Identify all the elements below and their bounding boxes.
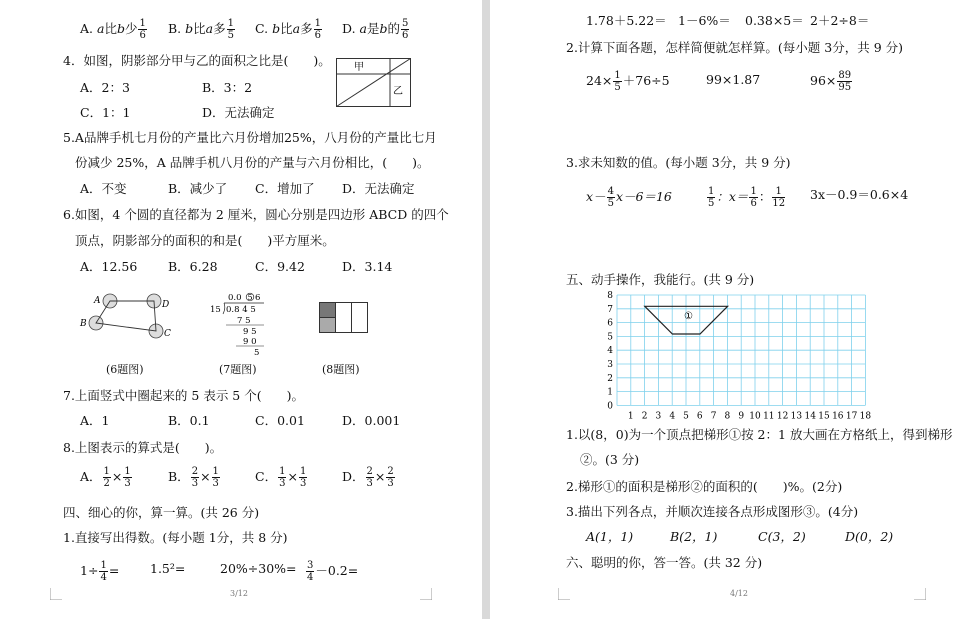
row1-calc-2: 1－6%＝ <box>678 13 731 28</box>
q8-option-d: D． $\frac{2}{3}$ × $\frac{2}{3}$ <box>342 466 394 489</box>
fig8-caption: (8题图) <box>322 363 360 376</box>
q8-option-b: B． $\frac{2}{3}$ × $\frac{1}{3}$ <box>168 466 219 489</box>
coordinate-grid <box>606 288 876 420</box>
y-tick-label: 0 <box>607 401 613 412</box>
step2: 9 5 <box>243 327 257 337</box>
x-tick-label: 4 <box>669 411 676 420</box>
q6-option-a: A．12.56 <box>80 259 138 274</box>
fig6-quadrilateral <box>76 290 182 348</box>
crop-mark <box>914 588 926 600</box>
q7-option-c: C．0.01 <box>255 413 305 428</box>
section4-sub1: 1.直接写出得数。(每小题 1分，共 8 分) <box>63 530 288 545</box>
q7-text: 7.上面竖式中圈起来的 5 表示 5 个( )。 <box>63 388 304 403</box>
row1-calc-4: 2＋2÷8＝ <box>810 13 870 28</box>
q6-option-c: C．9.42 <box>255 259 305 274</box>
q2-expr-1: 24× $\frac{1}{5}$ ＋76÷5 <box>586 70 670 93</box>
q2-expr-2: 99×1.87 <box>706 72 761 87</box>
q5-line1: 5.A品牌手机七月份的产量比六月份增加25%，八月份的产量比七月 <box>63 130 437 145</box>
q5-option-b: B．减少了 <box>168 181 228 196</box>
x-tick-label: 15 <box>818 411 830 420</box>
y-tick-label: 2 <box>607 373 613 384</box>
point-c-label: C <box>164 329 171 339</box>
q3-option-c: C. b比a多 $\frac{1}{6}$ <box>255 18 321 41</box>
q4-option-c: C．1：1 <box>80 105 131 120</box>
q4-option-a: A．2：3 <box>80 80 130 95</box>
y-tick-label: 1 <box>607 387 613 398</box>
q3-option-b: B. b比a多 $\frac{1}{5}$ <box>168 18 235 41</box>
q5-option-a: A．不变 <box>80 181 127 196</box>
q3-eq-3: 3x－0.9＝0.6×4 <box>810 187 909 202</box>
fig-label-jia: 甲 <box>354 62 364 73</box>
q3-eq-1: x－ $\frac{4}{5}$ x－6＝16 <box>586 186 672 209</box>
fig8-fraction-rect <box>319 302 369 334</box>
q7-option-b: B．0.1 <box>168 413 210 428</box>
dividend: 0.8 4 5 <box>226 305 256 315</box>
quotient-last: 6 <box>255 293 261 303</box>
q6-option-d: D．3.14 <box>342 259 393 274</box>
section6-title: 六、聪明的你，答一答。(共 32 分) <box>566 555 763 570</box>
point-d-label: D <box>162 300 170 310</box>
q6-line1: 6.如图，4 个圆的直径都为 2 厘米，圆心分别是四边形 ABCD 的四个 <box>63 207 449 222</box>
q2-expr-3: 96× $\frac{89}{95}$ <box>810 70 852 93</box>
q5-option-d: D．无法确定 <box>342 181 415 196</box>
q8-option-c: C． $\frac{1}{3}$ × $\frac{1}{3}$ <box>255 466 307 489</box>
section5-title: 五、动手操作，我能行。(共 9 分) <box>566 272 755 287</box>
point-a-label: A <box>94 296 101 306</box>
q7-option-a: A．1 <box>80 413 110 428</box>
page-number: 4/12 <box>730 589 748 598</box>
x-tick-label: 3 <box>655 411 662 420</box>
q7-option-d: D．0.001 <box>342 413 401 428</box>
y-tick-label: 4 <box>607 346 613 357</box>
point-b-label: B <box>80 319 87 329</box>
x-tick-label: 7 <box>710 411 717 420</box>
q3-title: 3.求未知数的值。(每小题 3分，共 9 分) <box>566 155 791 170</box>
y-tick-label: 5 <box>607 332 613 343</box>
fig7-caption: (7题图) <box>219 363 257 376</box>
point-d: D(0，2) <box>845 529 894 544</box>
x-tick-label: 1 <box>627 411 634 420</box>
q4-text: 4．如图，阴影部分甲与乙的面积之比是( )。 <box>63 53 331 68</box>
x-tick-label: 17 <box>845 411 858 420</box>
y-tick-label: 3 <box>607 360 613 370</box>
x-tick-label: 8 <box>724 411 731 420</box>
q5-item2: 2.梯形①的面积是梯形②的面积的( )%。(2分) <box>566 479 843 494</box>
q5-item3: 3.描出下列各点，并顺次连接各点形成图形③。(4分) <box>566 504 859 519</box>
x-tick-label: 13 <box>790 411 803 420</box>
q8-text: 8.上图表示的算式是( )。 <box>63 440 223 455</box>
page-number: 3/12 <box>230 589 248 598</box>
x-tick-label: 16 <box>832 411 844 420</box>
q4-option-d: D．无法确定 <box>202 105 275 120</box>
q4-figure <box>336 58 412 108</box>
step1: 7 5 <box>237 316 251 326</box>
q8-option-a: A． $\frac{1}{2}$ × $\frac{1}{3}$ <box>80 466 131 489</box>
q5-line2: 份减少 25%，A 品牌手机八月份的产量与六月份相比，( )。 <box>75 155 430 170</box>
x-tick-label: 10 <box>749 411 761 420</box>
fig7-long-division <box>206 290 270 360</box>
x-tick-label: 12 <box>776 411 789 420</box>
x-tick-label: 9 <box>738 411 745 420</box>
page-4 <box>490 0 959 619</box>
crop-mark <box>420 588 432 600</box>
q4-option-b: B．3：2 <box>202 80 253 95</box>
q6-line2: 顶点，阴影部分的面积的和是( )平方厘米。 <box>75 233 335 248</box>
q3-eq-2: $\frac{1}{5}$ ：x＝ $\frac{1}{6}$ ： $\frac{1}{12}$ <box>708 186 786 209</box>
step3: 9 0 <box>243 337 257 347</box>
calc-1: 1÷ $\frac{1}{4}$ = <box>80 560 120 583</box>
crop-mark <box>50 588 62 600</box>
step4: 5 <box>254 348 260 358</box>
calc-2: 1.5²= <box>150 561 186 576</box>
x-tick-label: 2 <box>641 411 648 420</box>
quotient-circled-digit: 5 <box>247 293 253 302</box>
fig-label-yi: 乙 <box>393 86 403 97</box>
divisor: 15 <box>210 305 221 315</box>
row1-calc-3: 0.38×5＝ <box>745 13 804 28</box>
point-a: A(1，1) <box>586 529 634 544</box>
q5-item1-line2: ②。(3 分) <box>580 452 640 467</box>
point-c: C(3，2) <box>758 529 806 544</box>
q5-option-c: C．增加了 <box>255 181 315 196</box>
x-tick-label: 18 <box>859 411 872 420</box>
q3-option-d: D. a是b的 $\frac{5}{6}$ <box>342 18 409 41</box>
calc-4: $\frac{3}{4}$ －0.2= <box>307 560 359 583</box>
calc-3: 20%÷30%= <box>220 561 297 576</box>
x-tick-label: 14 <box>804 411 816 420</box>
section4-title: 四、细心的你，算一算。(共 26 分) <box>63 505 260 520</box>
x-tick-label: 6 <box>696 411 703 420</box>
y-tick-label: 8 <box>607 291 613 301</box>
y-tick-label: 7 <box>607 304 613 315</box>
x-tick-label: 5 <box>683 411 689 420</box>
q6-option-b: B．6.28 <box>168 259 218 274</box>
y-tick-label: 6 <box>607 318 613 329</box>
point-b: B(2，1) <box>670 529 718 544</box>
q2-title: 2.计算下面各题，怎样简便就怎样算。(每小题 3分，共 9 分) <box>566 40 904 55</box>
trapezoid-label: ① <box>684 311 693 322</box>
q3-option-a: A. a比b少 $\frac{1}{6}$ <box>80 18 146 41</box>
fig6-caption: (6题图) <box>106 363 144 376</box>
row1-calc-1: 1.78＋5.22＝ <box>586 13 667 28</box>
x-tick-label: 11 <box>763 411 775 420</box>
quotient-part: 0.0 <box>228 293 242 303</box>
q5-item1-line1: 1.以(8，0)为一个顶点把梯形①按 2：1 放大画在方格纸上，得到梯形 <box>566 427 953 442</box>
crop-mark <box>558 588 570 600</box>
